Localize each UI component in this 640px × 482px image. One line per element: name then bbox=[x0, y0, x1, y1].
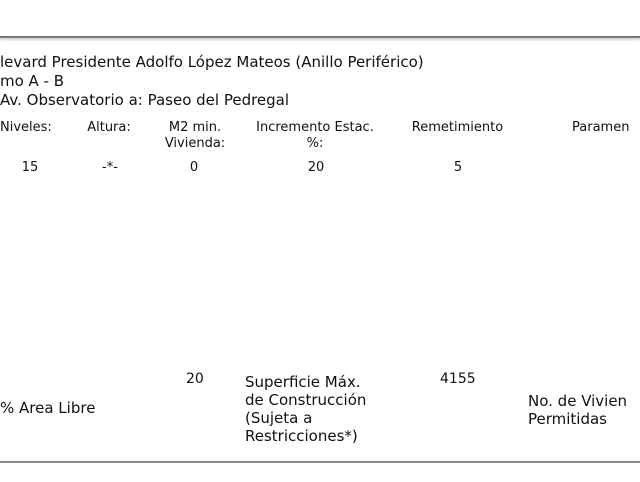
bottom-frame-border bbox=[0, 461, 640, 482]
value-altura: -*- bbox=[102, 160, 118, 175]
value-m2-min: 0 bbox=[189, 160, 199, 175]
superficie-max-label: Superficie Máx. de Construcción (Sujeta a Restricciones*) bbox=[245, 373, 367, 445]
column-header-incremento: Incremento Estac. %: bbox=[256, 120, 374, 151]
value-incremento: 20 bbox=[307, 160, 325, 175]
value-niveles: 15 bbox=[21, 160, 39, 175]
column-header-niveles: Niveles: bbox=[0, 120, 52, 135]
viviendas-permitidas-label: No. de Vivien Permitidas bbox=[528, 392, 628, 428]
area-libre-value: 20 bbox=[186, 371, 204, 387]
column-header-m2-min: M2 min. Vivienda: bbox=[164, 120, 226, 151]
section-name: mo A - B bbox=[0, 72, 65, 90]
value-remetimiento: 5 bbox=[453, 160, 463, 175]
column-header-remetimiento: Remetimiento bbox=[411, 120, 504, 135]
superficie-max-value: 4155 bbox=[440, 371, 476, 387]
column-header-altura: Altura: bbox=[87, 120, 131, 135]
between-streets: Av. Observatorio a: Paseo del Pedregal bbox=[0, 91, 290, 109]
street-name: levard Presidente Adolfo López Mateos (Anillo Periférico) bbox=[0, 53, 424, 71]
area-libre-label: % Area Libre bbox=[0, 399, 96, 417]
top-frame-border bbox=[0, 0, 640, 38]
column-header-paramento: Paramen bbox=[572, 120, 630, 135]
